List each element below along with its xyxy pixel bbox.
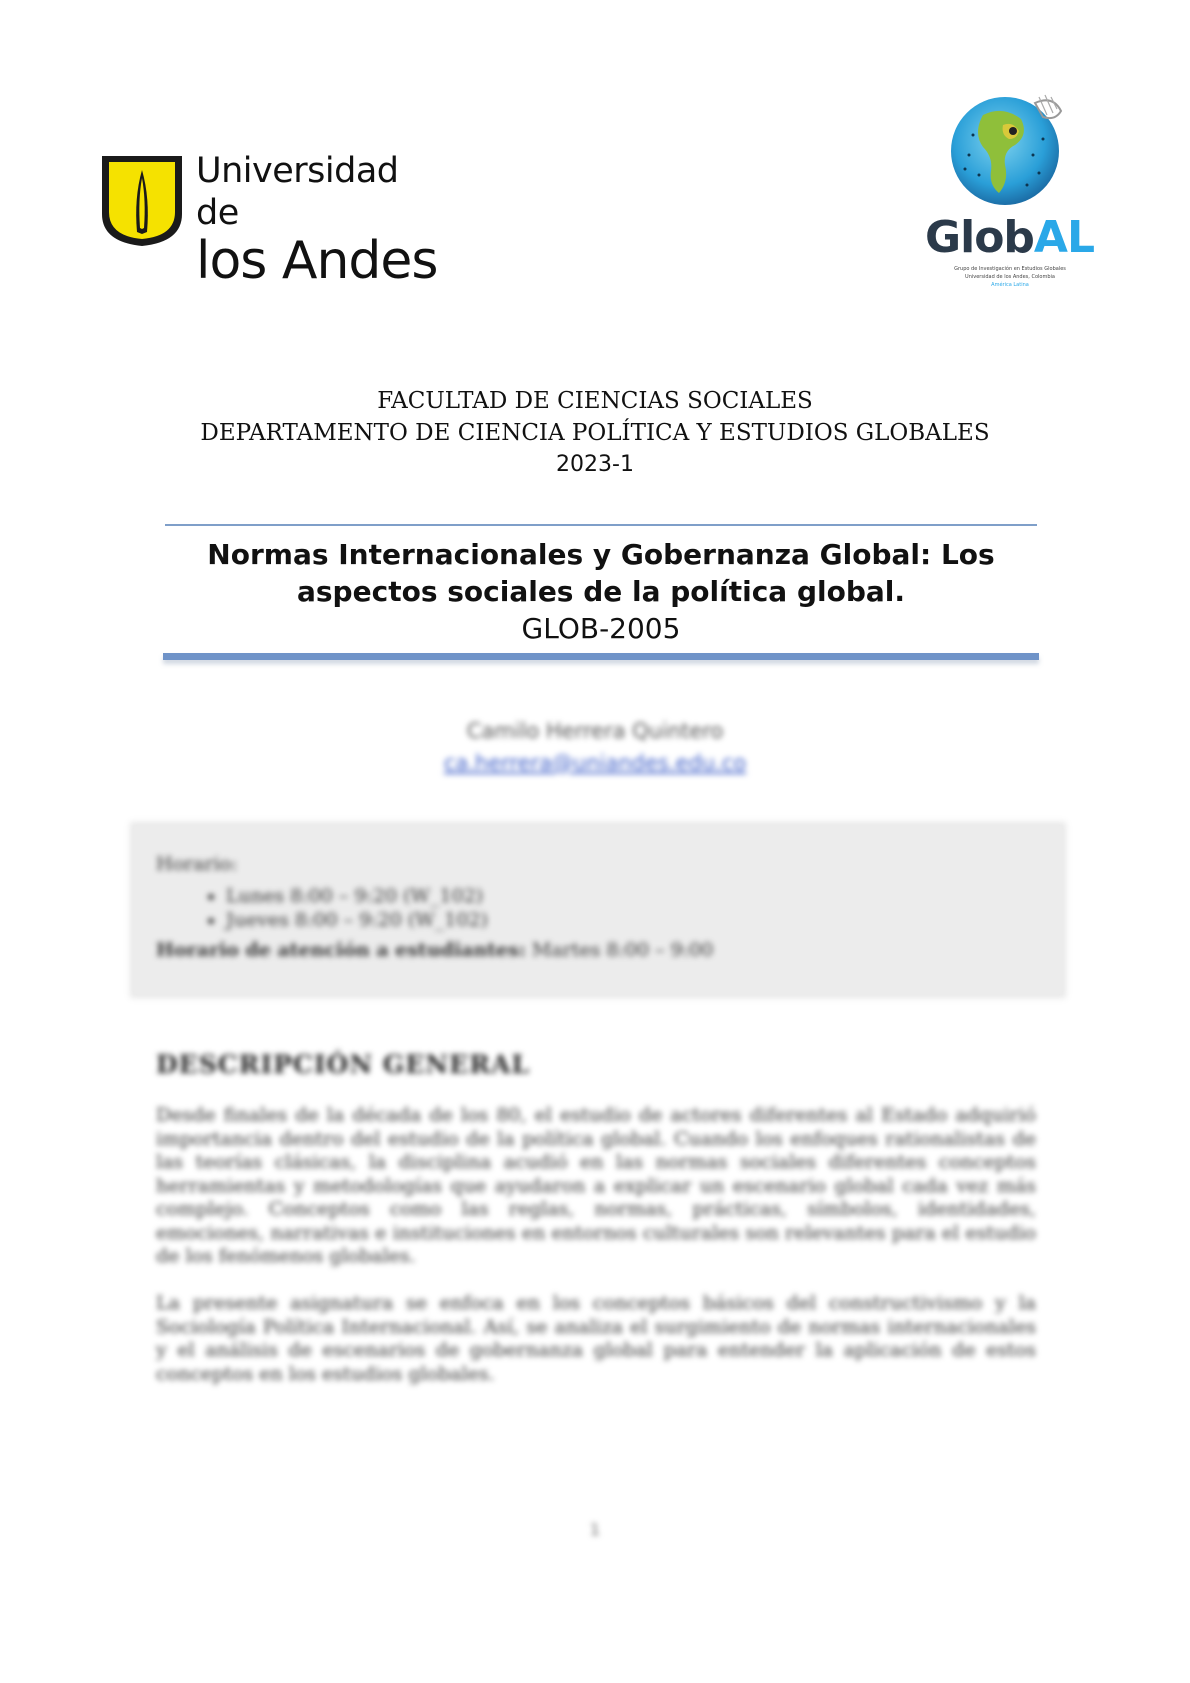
uandes-name-line1: Universidad de — [196, 151, 399, 233]
uandes-logo — [100, 150, 440, 291]
professor-email-link[interactable]: ca.herrera@uniandes.edu.co — [443, 751, 747, 775]
department-name: DEPARTAMENTO DE CIENCIA POLÍTICA Y ESTUDIOS GLOBALES — [200, 420, 990, 446]
professor-info — [0, 715, 1190, 779]
schedule-content — [156, 852, 713, 962]
description-heading: DESCRIPCIÓN GENERAL — [156, 1050, 530, 1079]
uandes-name-line2: los Andes — [196, 231, 438, 291]
global-word-part2: AL — [1033, 212, 1095, 263]
schedule-item: • Jueves 8:00 – 9:20 (W_102) — [226, 908, 713, 932]
description-paragraph-2: La presente asignatura se enfoca en los conceptos básicos del constructivismo y la Sociología Política Internacional. Así, se analiza el surgimiento de normas internacionales y el análisis de escenarios de gobernanza global para entender la aplicación de estos conceptos en los estudios globales. — [156, 1292, 1036, 1385]
course-title-line1: Normas Internacionales y Gobernanza Global: Los — [207, 538, 995, 571]
office-hours-label: Horario de atención a estudiantes: — [156, 939, 526, 961]
global-sub-line3: América Latina — [991, 282, 1029, 288]
description-paragraph-1: Desde finales de la década de los 80, el estudio de actores diferentes al Estado adquirió importancia dentro del estudio de la política global. Cuando los enfoques rationalistas de las teorías clásicas, la disciplina acudió en las normas sociales diferentes conceptos herramientas y metodologías que ayudaron a explicar un escenario global cada vez más complejo. Conceptos como las reglas, normas, prácticas, símbolos, identidades, emociones, narrativas e instituciones en entornos culturales son relevantes para el estudio de los fenómenos globales. — [156, 1104, 1036, 1267]
title-rule-top — [165, 524, 1037, 526]
faculty-header — [0, 385, 1190, 481]
global-sub-line2: Universidad de los Andes, Colombia — [965, 274, 1055, 280]
faculty-name: FACULTAD DE CIENCIAS SOCIALES — [377, 388, 813, 414]
course-title-block — [165, 536, 1037, 648]
uandes-shield-icon — [100, 152, 184, 248]
academic-period: 2023-1 — [556, 452, 634, 477]
page-number: 1 — [589, 1520, 601, 1539]
schedule-label: Horario: — [156, 853, 238, 875]
global-word-part1: Glob — [925, 212, 1034, 263]
office-hours-value: Martes 8:00 – 9:00 — [531, 939, 714, 961]
schedule-list — [156, 884, 713, 932]
global-subtitle — [935, 265, 1085, 289]
schedule-box — [134, 826, 1062, 994]
schedule-item: • Lunes 8:00 – 9:20 (W_102) — [226, 884, 713, 908]
global-logo — [925, 85, 1095, 295]
professor-name: Camilo Herrera Quintero — [466, 719, 724, 743]
course-title-line2: aspectos sociales de la política global. — [297, 575, 905, 608]
office-hours — [156, 938, 713, 962]
global-sub-line1: Grupo de Investigación en Estudios Globales — [954, 266, 1066, 272]
globe-icon — [943, 85, 1073, 215]
course-code: GLOB-2005 — [521, 612, 681, 645]
title-rule-bottom — [163, 653, 1039, 660]
global-wordmark — [925, 213, 1094, 263]
